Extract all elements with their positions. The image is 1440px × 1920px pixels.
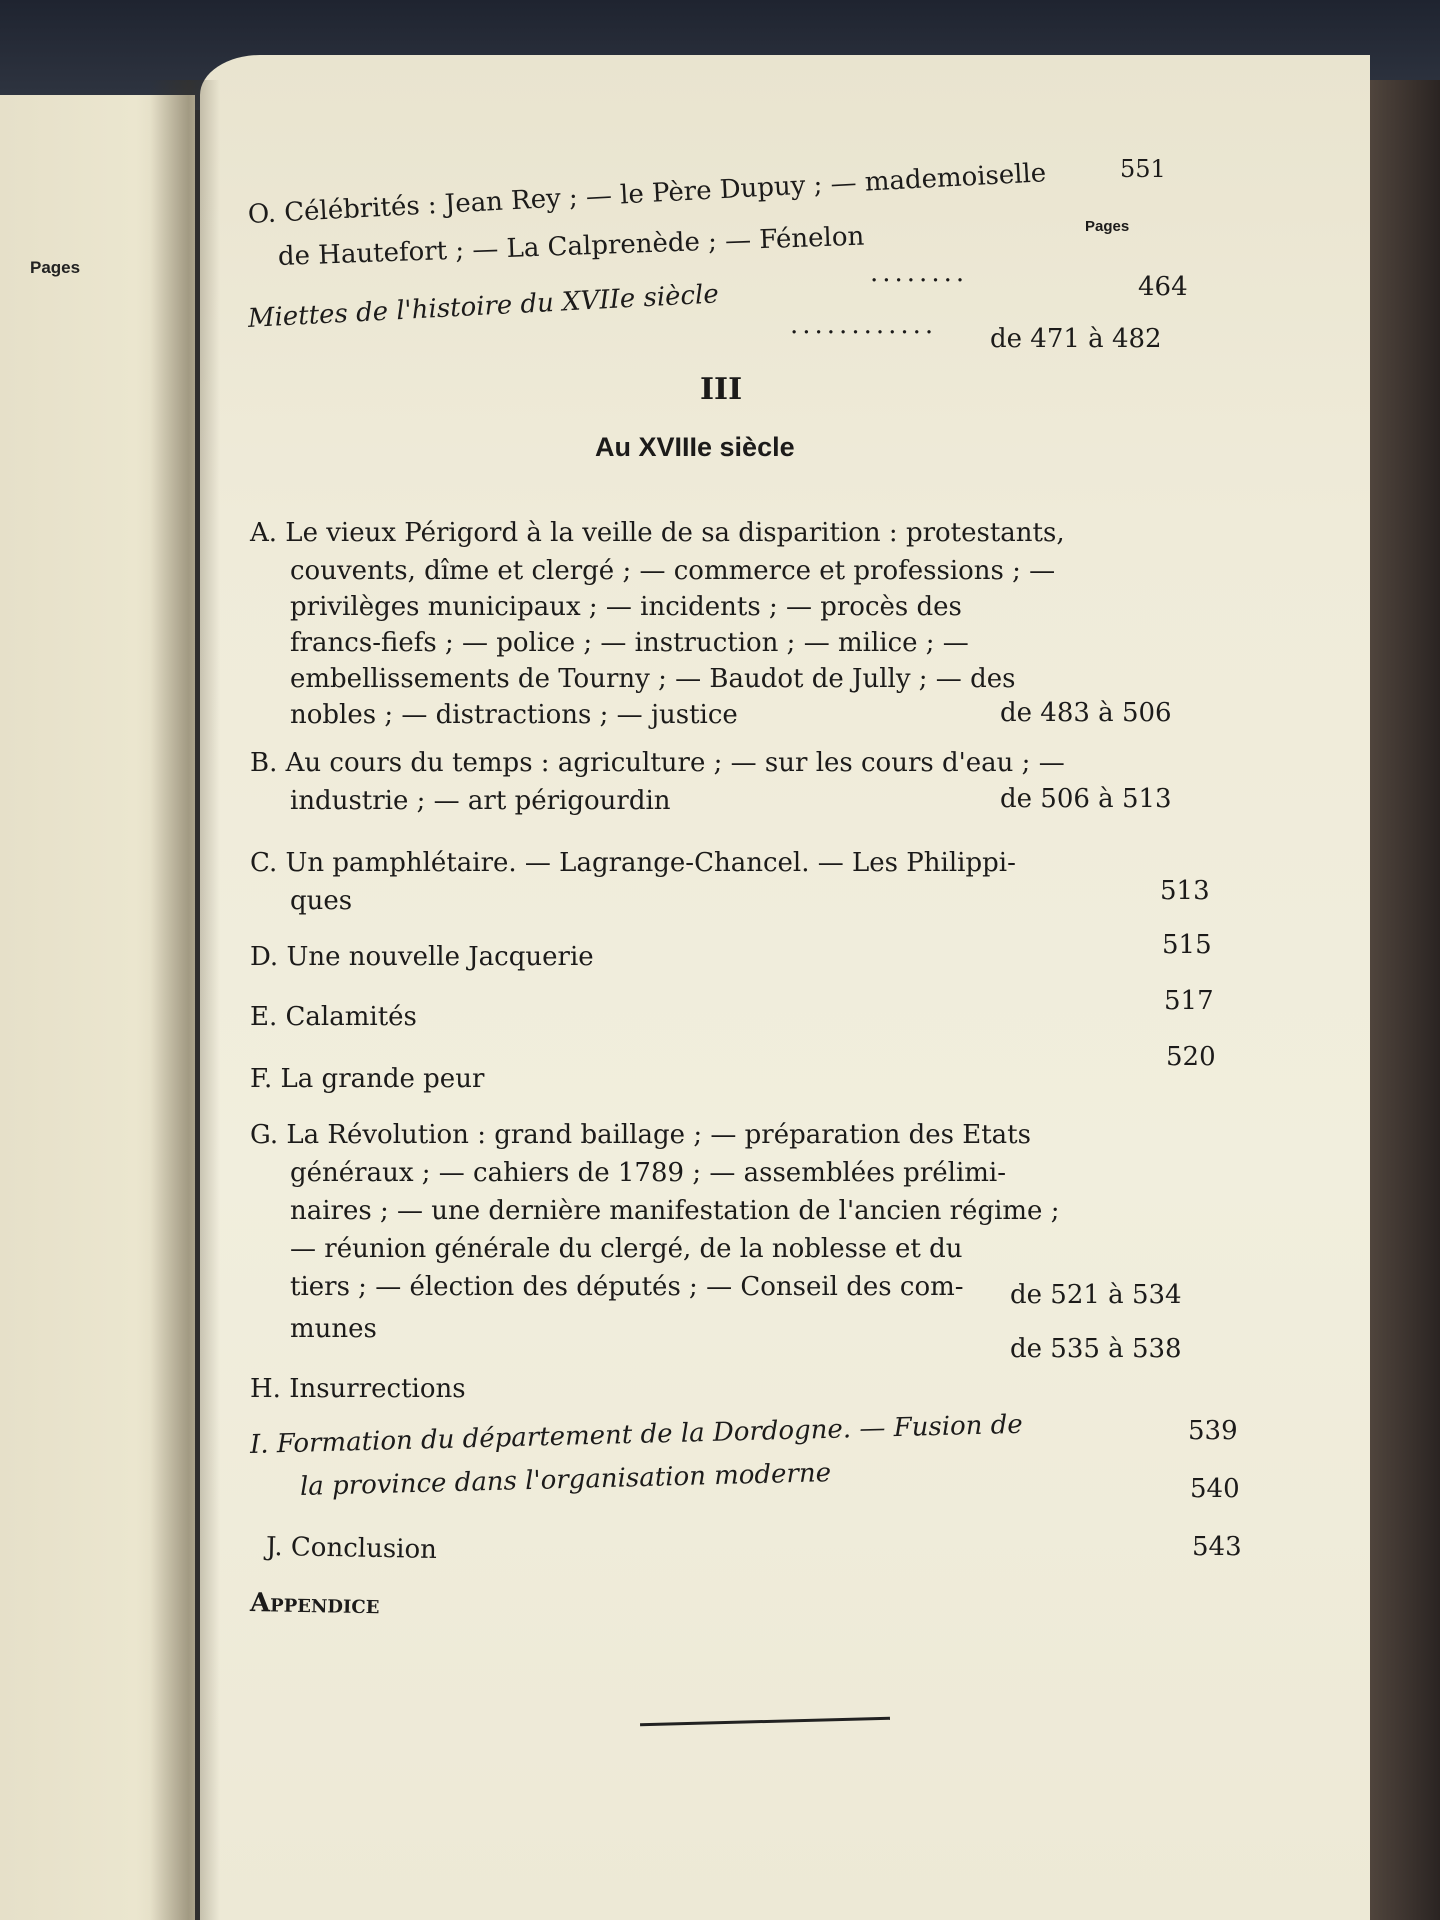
toc-page-ref: de 535 à 538 [1010,1334,1182,1364]
toc-entry-line: tiers ; — élection des députés ; — Conseil des com- [290,1272,964,1302]
toc-entry-line: A. Le vieux Périgord à la veille de sa disparition : protestants, [250,518,1065,548]
page-number: 551 [1120,155,1166,183]
toc-entry-line: nobles ; — distractions ; — justice [290,700,738,730]
toc-page-ref: 513 [1160,876,1210,906]
toc-entry-line: ques [290,886,353,916]
toc-page-ref: 543 [1192,1532,1242,1562]
section-number: III [700,372,743,407]
table-of-contents [230,0,1260,1920]
section-title: Au XVIIIe siècle [595,432,795,462]
toc-page-ref: 517 [1164,986,1214,1016]
leader-dots: ........ [870,258,969,288]
toc-entry-line: Miettes de l'histoire du XVIIe siècle [247,279,720,334]
toc-entry-line: la province dans l'organisation moderne [299,1458,832,1502]
left-page-column [0,0,195,1920]
toc-entry-line: F. La grande peur [250,1064,485,1094]
toc-page-ref: de 483 à 506 [1000,698,1172,728]
toc-entry-line: G. La Révolution : grand baillage ; — préparation des Etats [250,1120,1031,1150]
toc-entry-line: D. Une nouvelle Jacquerie [250,942,594,972]
toc-entry-line: généraux ; — cahiers de 1789 ; — assemblées prélimi- [290,1158,1007,1188]
toc-entry-line: munes [290,1314,377,1344]
toc-entry-line: O. Célébrités : Jean Rey ; — le Père Dupuy ; — mademoiselle [247,158,1047,230]
toc-entry-line: I. Formation du département de la Dordogne. — Fusion de [249,1409,1024,1460]
toc-entry-line: embellissements de Tourny ; — Baudot de Jully ; — des [290,664,1016,694]
toc-entry-line: C. Un pamphlétaire. — Lagrange-Chancel. — Les Philippi- [250,848,1016,878]
toc-page-ref: de 521 à 534 [1010,1280,1182,1310]
toc-page-ref: 515 [1162,930,1212,960]
toc-entry-line: — réunion générale du clergé, de la noblesse et du [290,1234,963,1264]
toc-entry-line: industrie ; — art périgourdin [290,786,671,816]
toc-page-ref: de 471 à 482 [990,324,1162,354]
toc-entry-line: privilèges municipaux ; — incidents ; — procès des [290,592,962,622]
closing-rule [640,1717,890,1727]
toc-entry-line: J. Conclusion [265,1532,438,1565]
toc-entry-line: B. Au cours du temps : agriculture ; — sur les cours d'eau ; — [250,748,1065,778]
toc-page-ref: 464 [1138,272,1188,302]
left-pages-header: Pages [30,258,81,277]
toc-entry-line: H. Insurrections [250,1374,466,1404]
toc-entry-line: couvents, dîme et clergé ; — commerce et professions ; — [290,556,1056,586]
toc-page-ref: de 506 à 513 [1000,784,1172,814]
pages-column-header: Pages [1085,218,1130,235]
toc-page-ref: 520 [1166,1042,1216,1072]
toc-entry-line: E. Calamités [250,1002,417,1032]
toc-entry-line: Appendice [249,1588,380,1621]
toc-page-ref: 539 [1188,1416,1238,1446]
toc-page-ref: 540 [1190,1474,1240,1504]
toc-entry-line: francs-fiefs ; — police ; — instruction ; — milice ; — [290,628,969,658]
leader-dots: ............ [790,310,938,340]
toc-entry-line: naires ; — une dernière manifestation de l'ancien régime ; [290,1196,1060,1226]
toc-entry-line: de Hautefort ; — La Calprenède ; — Fénelon [277,221,865,272]
